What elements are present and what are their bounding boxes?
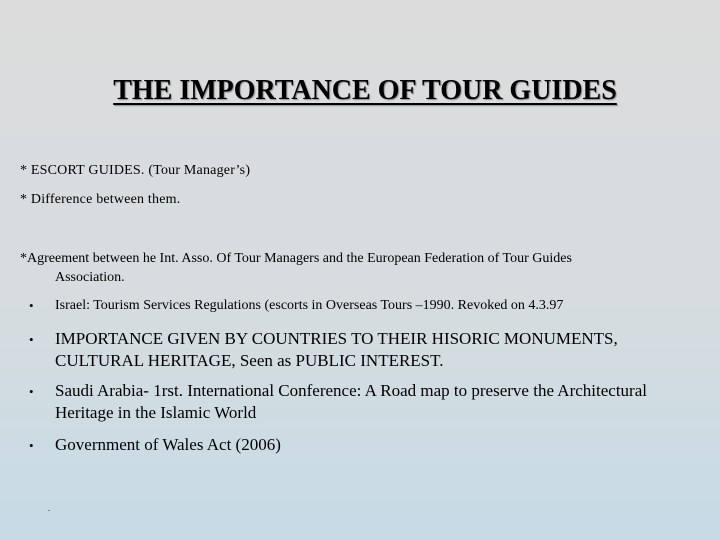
bullet-icon: • (29, 298, 34, 313)
difference-line: * Difference between them. (20, 192, 181, 207)
agreement-line-2: Association. (55, 270, 125, 285)
list-item (29, 434, 699, 456)
agreement-line-1: *Agreement between he Int. Asso. Of Tour Managers and the European Federation of Tour Guides (20, 251, 572, 266)
bullet-icon: • (29, 438, 34, 453)
list-item (29, 380, 699, 424)
stray-mark: . (48, 504, 50, 513)
list-item-text: Government of Wales Act (2006) (55, 435, 281, 454)
agreement-paragraph (20, 249, 700, 287)
list-item-text: IMPORTANCE GIVEN BY COUNTRIES TO THEIR HISORIC MONUMENTS, CULTURAL HERITAGE, Seen as PUBLIC INTEREST. (55, 329, 618, 370)
escort-guides-line: * ESCORT GUIDES. (Tour Manager’s) (20, 163, 251, 178)
list-item (29, 328, 699, 372)
list-item-text: Saudi Arabia- 1rst. International Conference: A Road map to preserve the Architectural Heritage in the Islamic World (55, 381, 647, 422)
slide-title: THE IMPORTANCE OF TOUR GUIDES (113, 75, 617, 106)
list-item (29, 296, 699, 315)
bullet-icon: • (29, 384, 34, 399)
bullet-icon: • (29, 332, 34, 347)
list-item-text: Israel: Tourism Services Regulations (escorts in Overseas Tours –1990. Revoked on 4.3.97 (55, 298, 564, 313)
